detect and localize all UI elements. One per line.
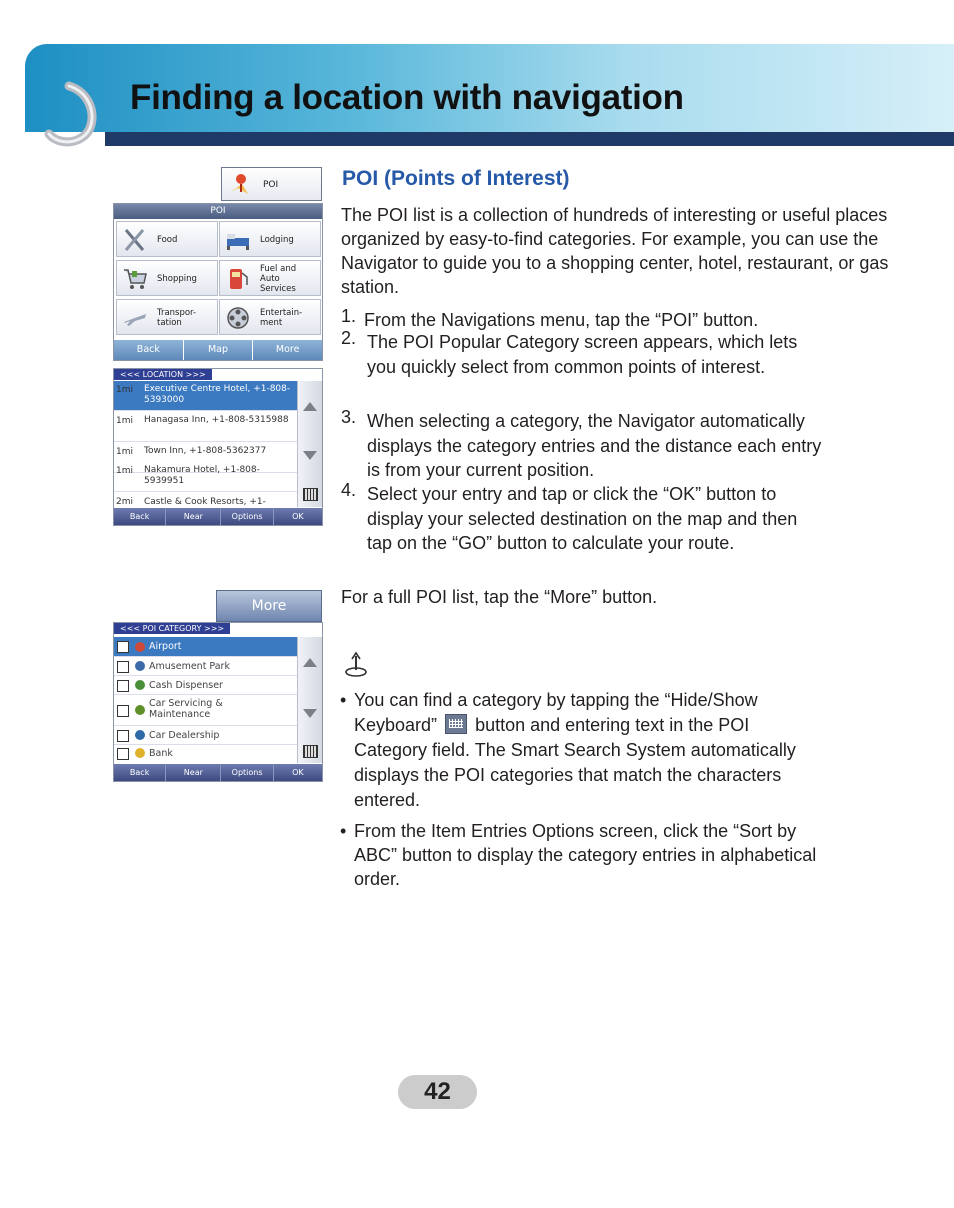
step-text: From the Navigations menu, tap the “POI” button. [364, 310, 759, 330]
category-row[interactable] [114, 695, 298, 726]
more-button[interactable]: More [253, 340, 322, 360]
category-name: Car Dealership [149, 730, 220, 741]
location-row[interactable] [114, 462, 298, 492]
options-button[interactable]: Options [221, 508, 273, 525]
cash-dispenser-icon [135, 680, 145, 690]
checkbox[interactable] [117, 641, 129, 653]
tip-2 [340, 819, 820, 891]
header-underline-bar [105, 132, 954, 146]
category-row[interactable] [114, 726, 298, 745]
tile-label: Fuel and Auto Services [260, 264, 297, 294]
binder-ring-icon [39, 78, 101, 148]
near-button[interactable]: Near [166, 508, 221, 525]
back-button[interactable]: Back [114, 764, 166, 781]
airport-icon [135, 642, 145, 652]
tile-label: Food [157, 235, 178, 245]
intro-text: The POI list is a collection of hundreds of interesting or useful places organized by easy-to-find categories. For example, you can use the Navigator to guide you to a shopping center, hotel, restaurant, or gas station. [341, 205, 889, 297]
fuel-pump-icon [224, 265, 252, 293]
step-text: Select your entry and tap or click the “OK” button to display your selected destination on the map and then tap on the “GO” button to calculate your route. [367, 484, 798, 553]
keyboard-icon[interactable] [303, 488, 318, 501]
step-number: 3. [341, 407, 357, 427]
tip-text [354, 688, 820, 813]
checkbox[interactable] [117, 748, 129, 760]
step-3 [341, 409, 831, 483]
tile-label: Entertain- ment [260, 308, 303, 328]
step-text: When selecting a category, the Navigator automatically displays the category entries and the distance each entry is from your current position. [367, 411, 822, 480]
options-button[interactable]: Options [221, 764, 273, 781]
row-distance: 2mi [116, 497, 133, 507]
ok-button[interactable]: OK [292, 512, 304, 521]
category-scrollbar[interactable] [297, 637, 322, 763]
checkbox[interactable] [117, 730, 129, 742]
row-name: Town Inn, +1-808-5362377 [144, 446, 267, 456]
airplane-icon [121, 304, 149, 332]
more-note-text: For a full POI list, tap the “More” button. [341, 587, 658, 607]
step-number: 2. [341, 328, 357, 348]
bullet-mark: • [340, 690, 347, 710]
scroll-up-icon[interactable] [303, 402, 317, 411]
location-list-screen [113, 368, 323, 526]
category-name: Cash Dispenser [149, 680, 223, 691]
car-dealership-icon [135, 730, 145, 740]
category-name: Airport [149, 641, 182, 652]
car-servicing-icon [135, 705, 145, 715]
amusement-park-icon [135, 661, 145, 671]
category-screen-title: <<< POI CATEGORY >>> [114, 623, 230, 634]
checkbox[interactable] [117, 705, 129, 717]
tile-entertainment[interactable] [219, 299, 321, 335]
category-bottom-bar [114, 764, 322, 781]
poi-button[interactable] [221, 167, 322, 201]
fork-knife-icon [121, 226, 149, 254]
row-distance: 1mi [116, 416, 133, 426]
keyboard-icon[interactable] [303, 745, 318, 758]
step-number: 4. [341, 480, 357, 500]
row-name: Nakamura Hotel, +1-808-5939951 [144, 465, 260, 486]
location-screen-title: <<< LOCATION >>> [114, 369, 212, 380]
checkbox[interactable] [117, 680, 129, 692]
bullet-mark: • [340, 821, 347, 841]
poi-screen-bottom-bar [114, 340, 322, 360]
map-button[interactable]: Map [184, 340, 254, 360]
category-name: Car Servicing & Maintenance [149, 698, 223, 720]
poi-category-list-screen [113, 622, 323, 782]
row-name: Castle & Cook Resorts, +1- [144, 497, 266, 507]
back-button[interactable]: Back [114, 508, 166, 525]
tile-fuel-auto-services[interactable] [219, 260, 321, 296]
row-name: Executive Centre Hotel, +1-808-5393000 [144, 384, 291, 405]
step-1 [341, 308, 841, 333]
category-row[interactable] [114, 745, 298, 761]
film-reel-icon [224, 304, 252, 332]
tip-icon [344, 650, 368, 678]
tile-label: Shopping [157, 274, 197, 284]
row-name: Hanagasa Inn, +1-808-5315988 [144, 415, 289, 425]
row-distance: 1mi [116, 466, 133, 476]
category-row[interactable] [114, 637, 298, 657]
row-distance: 1mi [116, 447, 133, 457]
location-bottom-bar [114, 508, 322, 525]
location-row[interactable] [114, 495, 298, 507]
map-pin-icon [228, 172, 254, 196]
category-name: Bank [149, 748, 173, 759]
category-name: Amusement Park [149, 661, 230, 672]
tile-shopping[interactable] [116, 260, 218, 296]
step-text: The POI Popular Category screen appears, which lets you quickly select from common points of interest. [367, 332, 798, 377]
location-row[interactable] [114, 381, 298, 411]
bed-icon [224, 226, 252, 254]
ok-button[interactable]: OK [292, 768, 304, 777]
tip-text-part1: You can find a category by tapping the “Hide/Show Keyboard” [354, 690, 758, 735]
step-2 [341, 330, 827, 379]
intro-paragraph [341, 203, 941, 299]
scroll-down-icon[interactable] [303, 709, 317, 718]
shopping-cart-icon [121, 265, 149, 293]
tip-text-part2: button and entering text in the POI Category field. The Smart Search System automatically displays the POI categories that match the characters entered. [354, 715, 796, 810]
row-distance: 1mi [116, 385, 133, 395]
tile-transportation[interactable] [116, 299, 218, 335]
tile-label: Lodging [260, 235, 294, 245]
more-note [341, 585, 941, 609]
near-button[interactable]: Near [166, 764, 221, 781]
tile-lodging[interactable] [219, 221, 321, 257]
tip-1 [340, 688, 820, 813]
tile-food[interactable] [116, 221, 218, 257]
poi-button-label: POI [263, 180, 279, 190]
more-button-large[interactable]: More [216, 590, 322, 622]
poi-screen-title: POI [114, 204, 322, 219]
keyboard-icon [445, 714, 467, 734]
back-button[interactable]: Back [114, 340, 184, 360]
tip-text: From the Item Entries Options screen, click the “Sort by ABC” button to display the category entries in alphabetical order. [354, 821, 817, 889]
location-row[interactable] [114, 412, 298, 442]
page-number: 42 [398, 1075, 477, 1109]
poi-category-screen [113, 203, 323, 361]
section-heading: POI (Points of Interest) [342, 167, 570, 190]
bank-icon [135, 748, 145, 758]
page-header [25, 44, 954, 148]
scroll-down-icon[interactable] [303, 451, 317, 460]
category-row[interactable] [114, 676, 298, 695]
checkbox[interactable] [117, 661, 129, 673]
page-title: Finding a location with navigation [130, 78, 684, 117]
tile-label: Transpor- tation [157, 308, 197, 328]
step-number: 1. [341, 306, 357, 326]
category-row[interactable] [114, 657, 298, 676]
location-scrollbar[interactable] [297, 381, 322, 507]
step-4 [341, 482, 827, 556]
scroll-up-icon[interactable] [303, 658, 317, 667]
